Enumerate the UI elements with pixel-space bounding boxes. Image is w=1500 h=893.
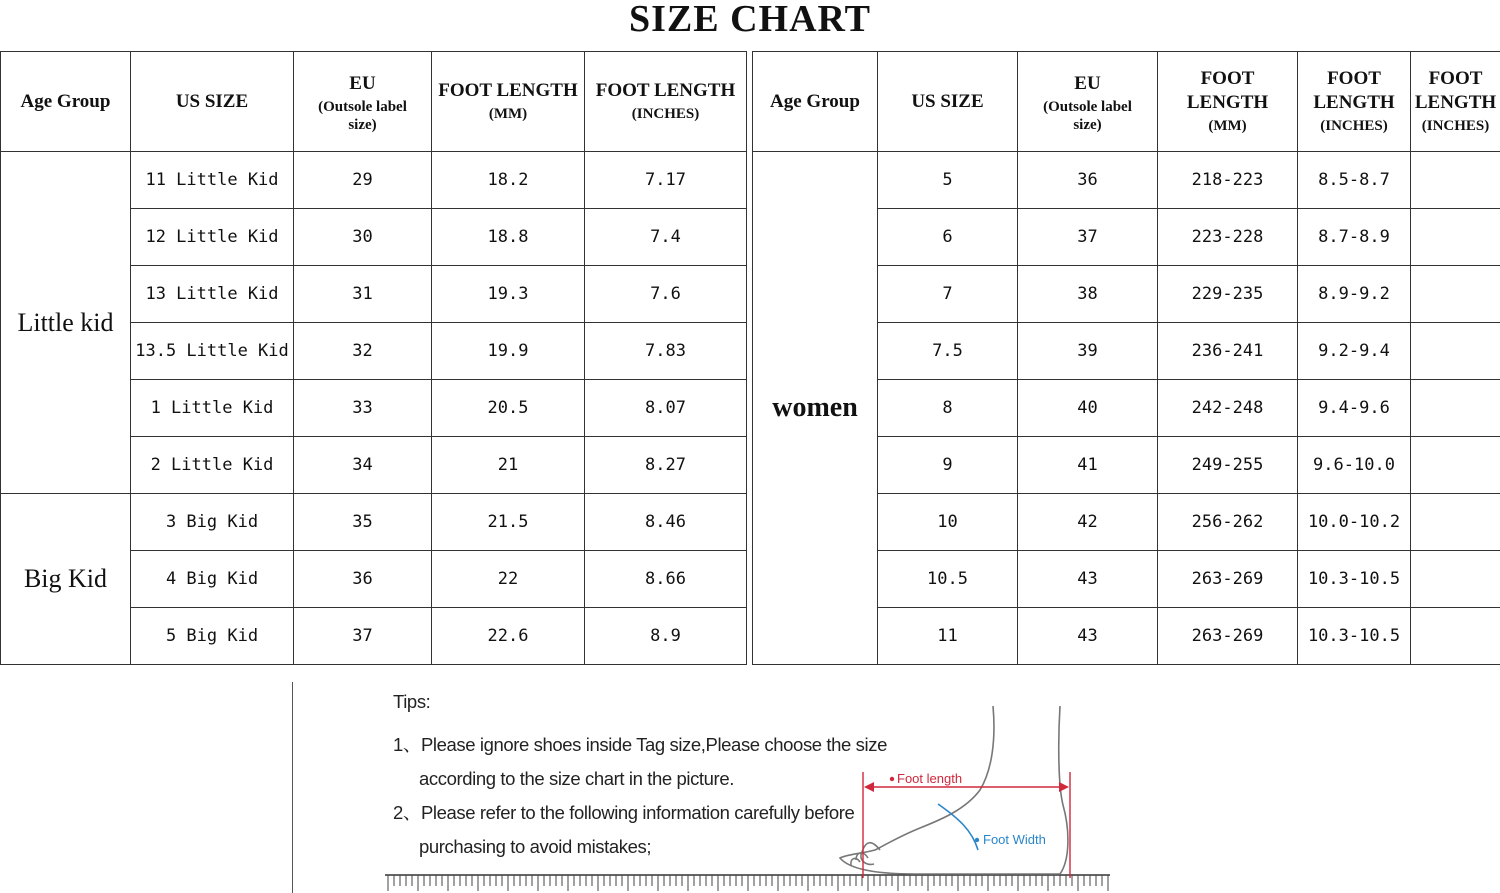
group-big-kid: Big Kid <box>1 494 131 665</box>
women-size-table <box>752 51 1500 665</box>
cell-foot-mm: 242-248 <box>1158 380 1298 437</box>
cell-empty <box>1411 551 1500 608</box>
cell-us-size: 4 Big Kid <box>131 551 294 608</box>
tips-divider <box>292 682 293 893</box>
cell-us-size: 5 Big Kid <box>131 608 294 665</box>
cell-eu: 29 <box>294 152 432 209</box>
cell-eu: 41 <box>1018 437 1158 494</box>
cell-empty <box>1411 380 1500 437</box>
cell-us-size: 7.5 <box>878 323 1018 380</box>
cell-eu: 35 <box>294 494 432 551</box>
header-age-group: Age Group <box>1 52 131 152</box>
cell-foot-in: 8.9-9.2 <box>1298 266 1411 323</box>
header-us-size: US SIZE <box>878 52 1018 152</box>
cell-eu: 33 <box>294 380 432 437</box>
header-foot-label: FOOT <box>1200 67 1255 89</box>
cell-foot-in: 9.4-9.6 <box>1298 380 1411 437</box>
cell-empty <box>1411 209 1500 266</box>
cell-eu: 40 <box>1018 380 1158 437</box>
table-row <box>753 152 1500 209</box>
cell-foot-in: 8.66 <box>585 551 747 608</box>
header-eu <box>294 52 432 152</box>
header-eu-sub1: (Outsole label <box>1043 98 1132 115</box>
header-age-group: Age Group <box>753 52 878 152</box>
cell-foot-in: 10.0-10.2 <box>1298 494 1411 551</box>
cell-eu: 43 <box>1018 551 1158 608</box>
header-foot-length-inches-unit: (INCHES) <box>1421 117 1490 134</box>
header-us-size: US SIZE <box>131 52 294 152</box>
group-little-kid: Little kid <box>1 152 131 494</box>
tip-1-line-2: according to the size chart in the picture. <box>419 768 734 789</box>
cell-foot-mm: 256-262 <box>1158 494 1298 551</box>
header-eu-sub1: (Outsole label <box>318 98 407 115</box>
header-eu-sub2: size) <box>348 116 377 133</box>
cell-us-size: 12 Little Kid <box>131 209 294 266</box>
cell-us-size: 2 Little Kid <box>131 437 294 494</box>
header-foot-length-mm <box>432 52 585 152</box>
cell-foot-in: 8.5-8.7 <box>1298 152 1411 209</box>
cell-us-size: 7 <box>878 266 1018 323</box>
cell-us-size: 3 Big Kid <box>131 494 294 551</box>
cell-eu: 39 <box>1018 323 1158 380</box>
table-row <box>1 152 747 209</box>
cell-foot-in: 8.07 <box>585 380 747 437</box>
cell-foot-in: 10.3-10.5 <box>1298 608 1411 665</box>
cell-us-size: 1 Little Kid <box>131 380 294 437</box>
tip-1-line-1: 1、Please ignore shoes inside Tag size,Please choose the size <box>393 734 887 755</box>
cell-foot-in: 10.3-10.5 <box>1298 551 1411 608</box>
tip-2-line-2: purchasing to avoid mistakes; <box>419 836 652 857</box>
foot-width-dimension <box>938 804 979 850</box>
cell-foot-mm: 263-269 <box>1158 608 1298 665</box>
group-women: women <box>753 152 878 665</box>
header-foot-length-inches-unit: (INCHES) <box>1320 117 1388 134</box>
cell-foot-in: 8.9 <box>585 608 747 665</box>
header-eu-label: EU <box>349 72 376 94</box>
cell-eu: 30 <box>294 209 432 266</box>
table-header-row <box>753 52 1500 152</box>
header-length-label: LENGTH <box>1414 91 1497 113</box>
cell-us-size: 5 <box>878 152 1018 209</box>
header-foot-length-inches-extra <box>1411 52 1500 152</box>
cell-eu: 43 <box>1018 608 1158 665</box>
cell-foot-in: 7.4 <box>585 209 747 266</box>
header-foot-label: FOOT <box>1428 67 1483 89</box>
foot-length-dimension <box>863 772 1070 878</box>
cell-eu: 38 <box>1018 266 1158 323</box>
table-row <box>1 494 747 551</box>
cell-foot-in: 8.7-8.9 <box>1298 209 1411 266</box>
cell-foot-mm: 263-269 <box>1158 551 1298 608</box>
cell-foot-mm: 18.2 <box>432 152 585 209</box>
cell-foot-in: 9.6-10.0 <box>1298 437 1411 494</box>
header-foot-length-inches-unit: (INCHES) <box>631 105 700 122</box>
cell-us-size: 6 <box>878 209 1018 266</box>
tips-heading: Tips: <box>393 691 431 712</box>
cell-us-size: 8 <box>878 380 1018 437</box>
cell-foot-in: 9.2-9.4 <box>1298 323 1411 380</box>
cell-eu: 36 <box>294 551 432 608</box>
kids-size-table <box>0 51 747 665</box>
cell-foot-in: 7.17 <box>585 152 747 209</box>
cell-eu: 42 <box>1018 494 1158 551</box>
ruler-icon <box>385 875 1110 891</box>
cell-empty <box>1411 152 1500 209</box>
header-foot-length-mm <box>1158 52 1298 152</box>
cell-empty <box>1411 266 1500 323</box>
cell-foot-in: 7.83 <box>585 323 747 380</box>
header-foot-length-mm-label: FOOT LENGTH <box>438 79 578 101</box>
cell-foot-mm: 229-235 <box>1158 266 1298 323</box>
cell-foot-mm: 18.8 <box>432 209 585 266</box>
cell-us-size: 11 <box>878 608 1018 665</box>
header-eu-label: EU <box>1074 72 1101 94</box>
foot-length-label: Foot length <box>897 771 963 786</box>
cell-foot-in: 8.27 <box>585 437 747 494</box>
cell-eu: 37 <box>1018 209 1158 266</box>
header-foot-length-mm-unit: (MM) <box>488 105 528 122</box>
cell-empty <box>1411 323 1500 380</box>
cell-foot-mm: 22 <box>432 551 585 608</box>
cell-foot-mm: 223-228 <box>1158 209 1298 266</box>
cell-us-size: 11 Little Kid <box>131 152 294 209</box>
header-foot-length-inches <box>1298 52 1411 152</box>
foot-width-label: Foot Width <box>983 832 1046 847</box>
cell-eu: 34 <box>294 437 432 494</box>
cell-us-size: 10 <box>878 494 1018 551</box>
cell-us-size: 13 Little Kid <box>131 266 294 323</box>
cell-eu: 32 <box>294 323 432 380</box>
cell-empty <box>1411 608 1500 665</box>
header-foot-label: FOOT <box>1327 67 1381 89</box>
foot-measurement-figure <box>380 700 1120 893</box>
cell-us-size: 10.5 <box>878 551 1018 608</box>
foot-icon <box>840 706 1068 874</box>
cell-empty <box>1411 437 1500 494</box>
cell-foot-mm: 236-241 <box>1158 323 1298 380</box>
header-foot-length-inches <box>585 52 747 152</box>
cell-foot-in: 8.46 <box>585 494 747 551</box>
header-length-label: LENGTH <box>1186 91 1269 113</box>
cell-eu: 31 <box>294 266 432 323</box>
cell-foot-mm: 19.9 <box>432 323 585 380</box>
cell-foot-mm: 249-255 <box>1158 437 1298 494</box>
cell-foot-mm: 21 <box>432 437 585 494</box>
cell-eu: 37 <box>294 608 432 665</box>
header-length-label: LENGTH <box>1313 91 1395 113</box>
cell-foot-mm: 21.5 <box>432 494 585 551</box>
cell-foot-in: 7.6 <box>585 266 747 323</box>
cell-foot-mm: 20.5 <box>432 380 585 437</box>
header-eu <box>1018 52 1158 152</box>
cell-foot-mm: 19.3 <box>432 266 585 323</box>
cell-foot-mm: 22.6 <box>432 608 585 665</box>
cell-empty <box>1411 494 1500 551</box>
table-header-row <box>1 52 747 152</box>
header-eu-sub2: size) <box>1073 116 1102 133</box>
header-foot-length-inches-label: FOOT LENGTH <box>595 79 736 101</box>
page-title: SIZE CHART <box>628 0 871 40</box>
tip-2-line-1: 2、Please refer to the following information carefully before <box>393 802 855 823</box>
cell-us-size: 13.5 Little Kid <box>131 323 294 380</box>
cell-foot-mm: 218-223 <box>1158 152 1298 209</box>
cell-eu: 36 <box>1018 152 1158 209</box>
header-foot-length-mm-unit: (MM) <box>1208 117 1247 134</box>
cell-us-size: 9 <box>878 437 1018 494</box>
